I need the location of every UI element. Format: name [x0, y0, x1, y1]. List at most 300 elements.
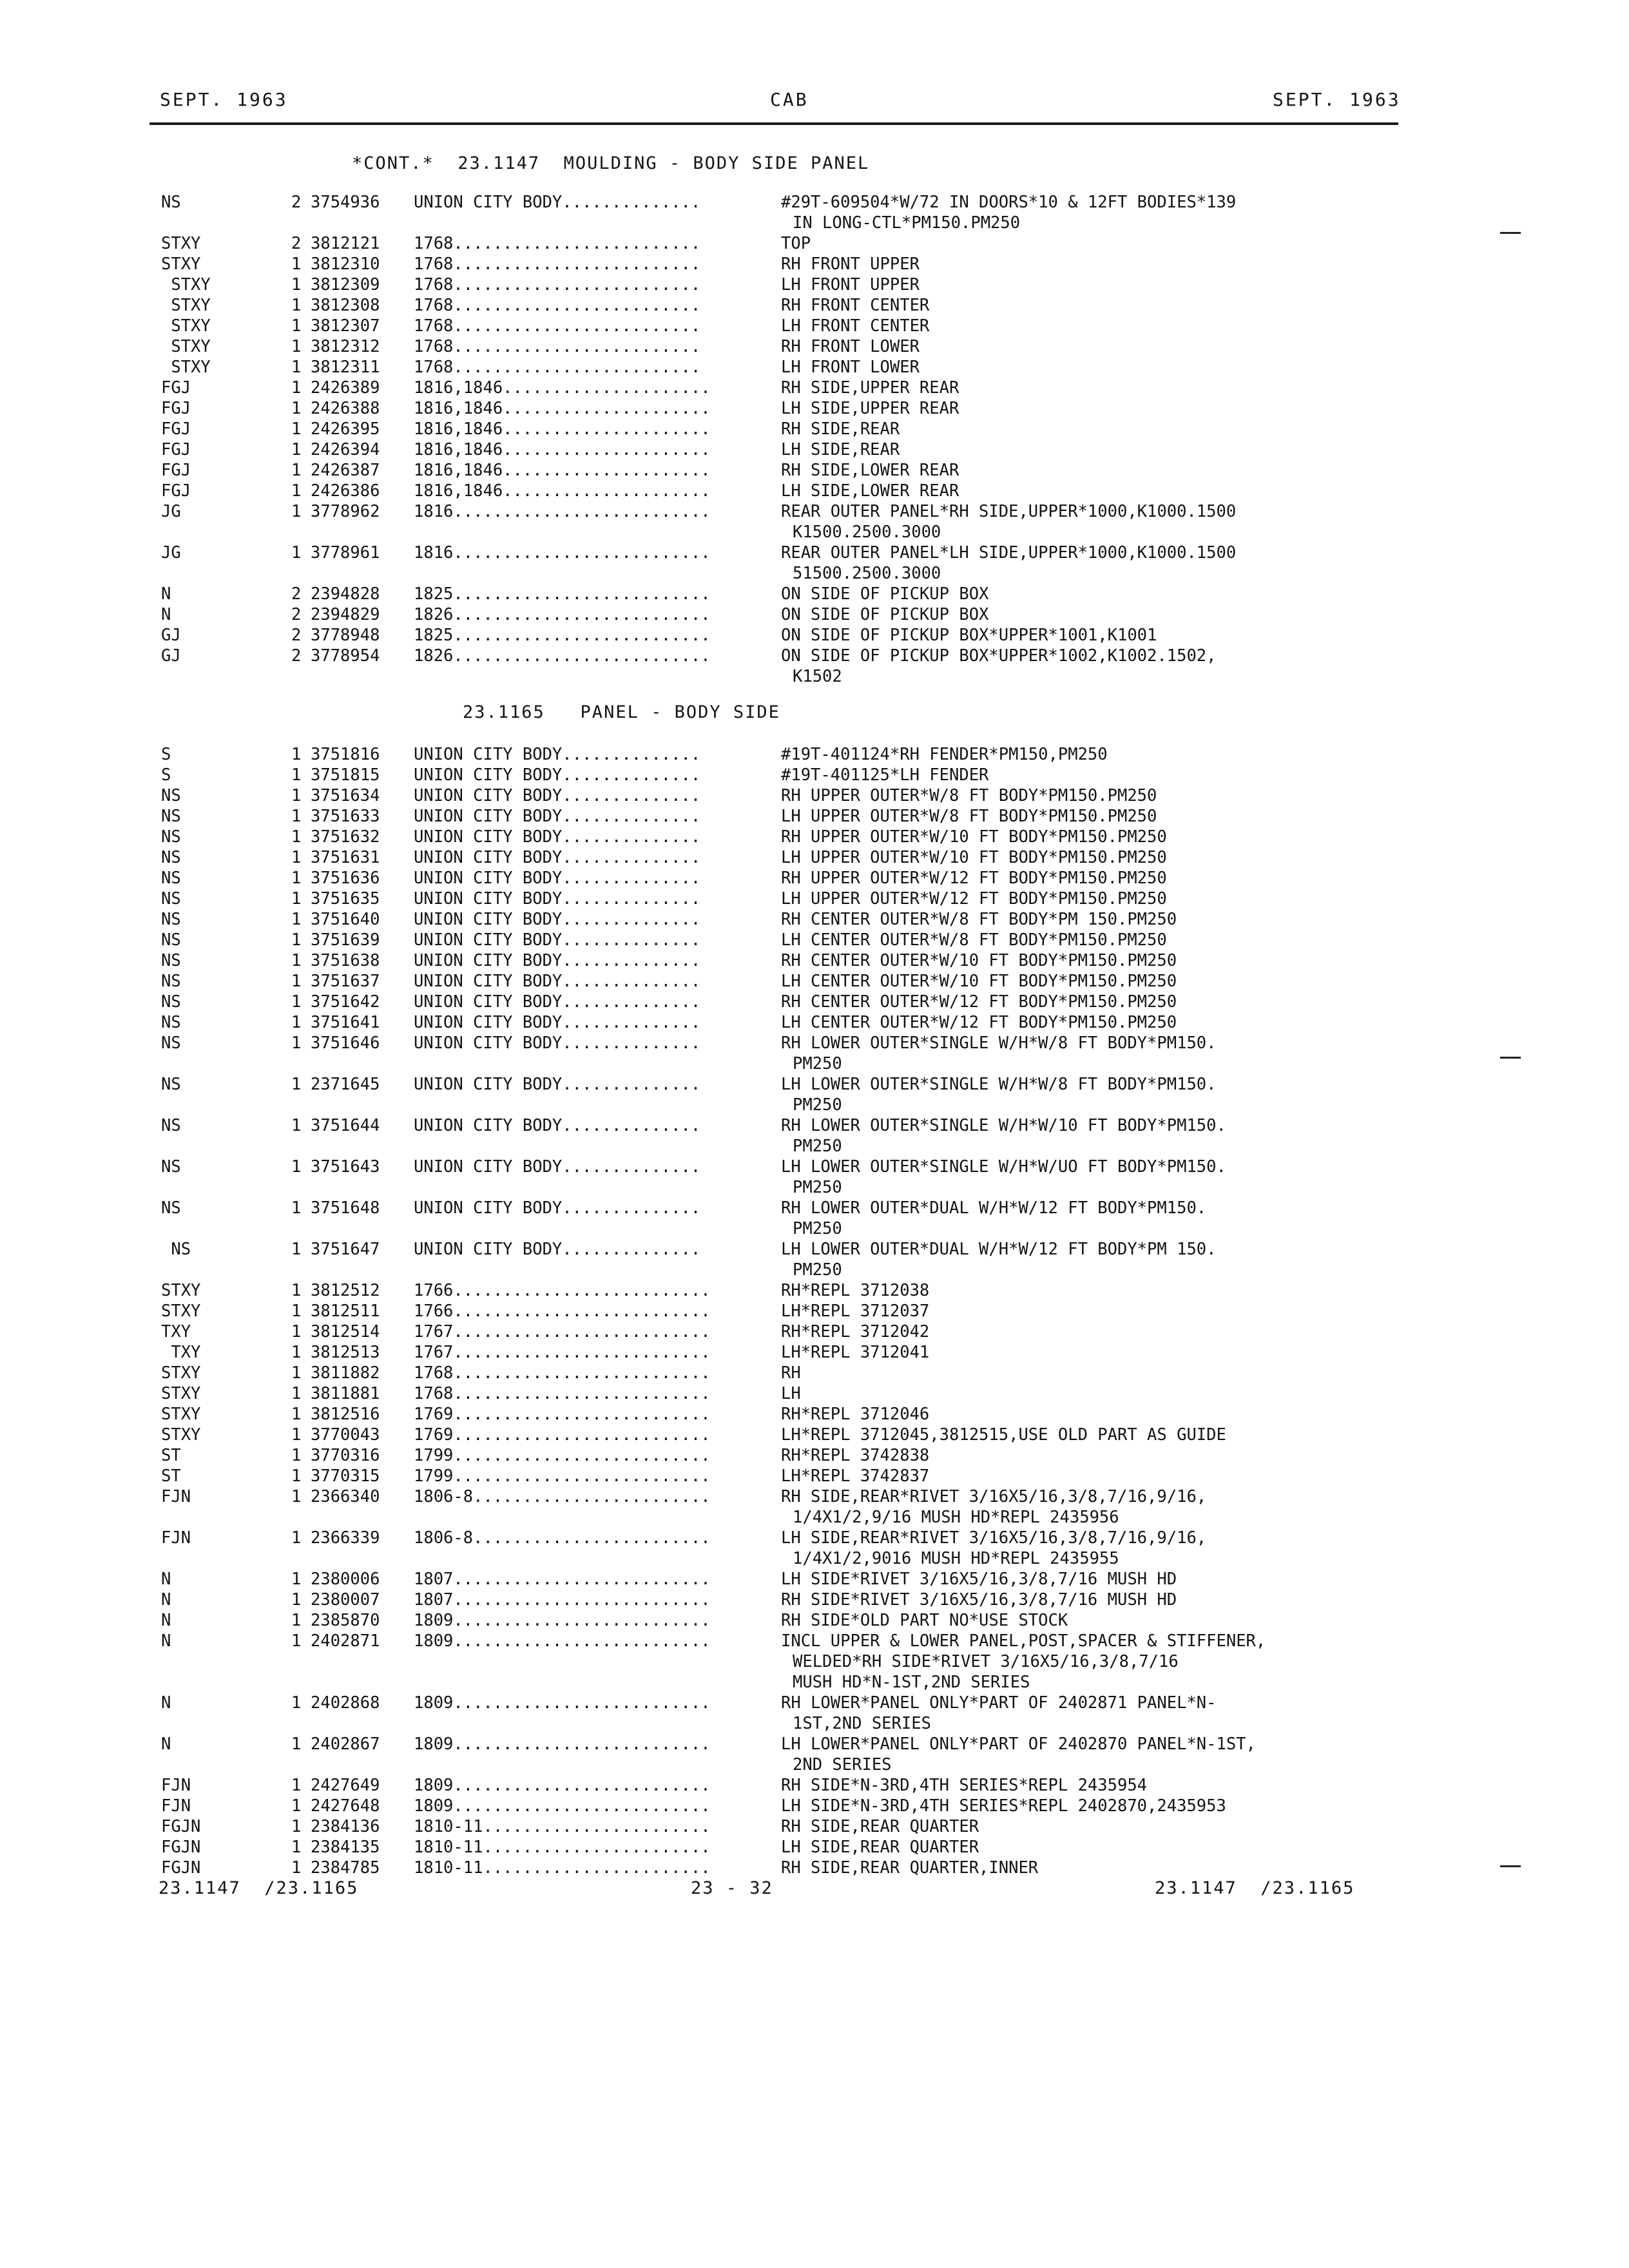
- part-source: UNION CITY BODY..............: [414, 745, 701, 764]
- part-number: 3812514: [311, 1322, 380, 1341]
- part-code: STXY: [161, 358, 211, 377]
- part-code: ST: [161, 1466, 181, 1486]
- part-quantity: 1: [291, 786, 302, 805]
- part-description: LH SIDE,REAR QUARTER: [781, 1838, 979, 1857]
- parts-row: [0, 1528, 1629, 1548]
- part-source: UNION CITY BODY..............: [414, 869, 701, 888]
- part-description-continued: 1/4X1/2,9016 MUSH HD*REPL 2435955: [793, 1549, 1119, 1568]
- parts-row-continuation: [0, 1260, 1629, 1280]
- header-section-title: CAB: [770, 89, 809, 110]
- parts-row: [0, 460, 1629, 481]
- part-code: FGJN: [161, 1858, 201, 1878]
- part-quantity: 1: [291, 1033, 302, 1053]
- part-source: 1768.........................: [414, 316, 701, 336]
- part-number: 2371645: [311, 1075, 380, 1094]
- part-code: NS: [161, 1013, 181, 1032]
- parts-row: [0, 439, 1629, 460]
- part-quantity: 1: [291, 337, 302, 356]
- parts-row-continuation: [0, 1754, 1629, 1775]
- part-code: STXY: [161, 275, 211, 294]
- parts-row: [0, 233, 1629, 254]
- part-description-continued: K1502: [793, 667, 842, 686]
- part-quantity: 1: [291, 316, 302, 336]
- part-description: RH UPPER OUTER*W/8 FT BODY*PM150.PM250: [781, 786, 1157, 805]
- part-description: ON SIDE OF PICKUP BOX: [781, 584, 989, 604]
- part-description: RH UPPER OUTER*W/12 FT BODY*PM150.PM250: [781, 869, 1167, 888]
- part-quantity: 1: [291, 1384, 302, 1403]
- part-source: 1768.........................: [414, 234, 701, 253]
- part-quantity: 1: [291, 1487, 302, 1506]
- part-code: FJN: [161, 1776, 191, 1795]
- part-code: FGJN: [161, 1817, 201, 1836]
- part-description: ON SIDE OF PICKUP BOX*UPPER*1001,K1001: [781, 626, 1157, 645]
- part-code: FGJ: [161, 481, 191, 501]
- part-description: LH SIDE,LOWER REAR: [781, 481, 959, 501]
- part-description: LH LOWER*PANEL ONLY*PART OF 2402870 PANEL*N-1ST,: [781, 1735, 1256, 1754]
- part-source: UNION CITY BODY..............: [414, 848, 701, 867]
- parts-row: [0, 1033, 1629, 1053]
- part-code: N: [161, 1590, 171, 1610]
- part-description: ON SIDE OF PICKUP BOX*UPPER*1002,K1002.1502,: [781, 646, 1217, 666]
- part-description: LH SIDE,REAR*RIVET 3/16X5/16,3/8,7/16,9/16,: [781, 1528, 1207, 1548]
- part-code: STXY: [161, 1302, 201, 1321]
- part-code: STXY: [161, 296, 211, 315]
- part-number: 3770043: [311, 1425, 380, 1445]
- parts-row: [0, 1198, 1629, 1218]
- part-description: INCL UPPER & LOWER PANEL,POST,SPACER & STIFFENER,: [781, 1631, 1266, 1651]
- part-source: UNION CITY BODY..............: [414, 1075, 701, 1094]
- part-source: 1799..........................: [414, 1446, 711, 1465]
- part-number: 3751646: [311, 1033, 380, 1053]
- part-number: 2394828: [311, 584, 380, 604]
- part-code: NS: [161, 1198, 181, 1218]
- parts-row: [0, 868, 1629, 889]
- part-number: 2394829: [311, 605, 380, 624]
- part-quantity: 1: [291, 765, 302, 785]
- part-code: NS: [161, 1033, 181, 1053]
- parts-row: [0, 1775, 1629, 1796]
- part-quantity: 1: [291, 807, 302, 826]
- parts-row-continuation: [0, 1651, 1629, 1672]
- part-code: S: [161, 745, 171, 764]
- part-quantity: 1: [291, 1446, 302, 1465]
- part-number: 3751631: [311, 848, 380, 867]
- part-quantity: 1: [291, 1322, 302, 1341]
- part-description: LH FRONT CENTER: [781, 316, 930, 336]
- parts-row: [0, 1342, 1629, 1363]
- parts-row: [0, 1796, 1629, 1816]
- part-description: RH LOWER OUTER*SINGLE W/H*W/8 FT BODY*PM150.: [781, 1033, 1217, 1053]
- part-description: ON SIDE OF PICKUP BOX: [781, 605, 989, 624]
- parts-row: [0, 827, 1629, 847]
- part-quantity: 1: [291, 1013, 302, 1032]
- parts-list-moulding: [0, 192, 1629, 687]
- part-source: 1767..........................: [414, 1322, 711, 1341]
- part-description: LH CENTER OUTER*W/10 FT BODY*PM150.PM250: [781, 972, 1177, 991]
- part-description: LH LOWER OUTER*SINGLE W/H*W/8 FT BODY*PM150.: [781, 1075, 1217, 1094]
- part-source: 1807..........................: [414, 1590, 711, 1610]
- header-date-right: SEPT. 1963: [1273, 89, 1401, 110]
- part-description-continued: PM250: [793, 1095, 842, 1115]
- parts-row: [0, 1693, 1629, 1713]
- part-number: 3778962: [311, 502, 380, 521]
- part-source: 1816..........................: [414, 543, 711, 562]
- part-number: 3751636: [311, 869, 380, 888]
- parts-row: [0, 1239, 1629, 1260]
- part-source: 1766..........................: [414, 1302, 711, 1321]
- part-code: STXY: [161, 1405, 201, 1424]
- parts-row-continuation: [0, 522, 1629, 543]
- part-description: LH CENTER OUTER*W/8 FT BODY*PM150.PM250: [781, 930, 1167, 950]
- part-number: 3751648: [311, 1198, 380, 1218]
- part-source: 1769..........................: [414, 1405, 711, 1424]
- part-source: UNION CITY BODY..............: [414, 1240, 701, 1259]
- parts-row: [0, 295, 1629, 316]
- part-description: LH FRONT LOWER: [781, 358, 920, 377]
- part-description: RH UPPER OUTER*W/10 FT BODY*PM150.PM250: [781, 827, 1167, 847]
- part-quantity: 1: [291, 358, 302, 377]
- part-description: LH*REPL 3742837: [781, 1466, 930, 1486]
- parts-row: [0, 1074, 1629, 1095]
- part-description: RH CENTER OUTER*W/8 FT BODY*PM 150.PM250: [781, 910, 1177, 929]
- part-code: GJ: [161, 626, 181, 645]
- part-source: 1809..........................: [414, 1776, 711, 1795]
- part-quantity: 1: [291, 889, 302, 908]
- part-description: RH SIDE,REAR QUARTER,INNER: [781, 1858, 1039, 1878]
- part-quantity: 2: [291, 605, 302, 624]
- part-code: NS: [161, 193, 181, 212]
- parts-row-continuation: [0, 666, 1629, 687]
- part-number: 2426395: [311, 419, 380, 439]
- part-number: 3751641: [311, 1013, 380, 1032]
- part-description-continued: PM250: [793, 1260, 842, 1280]
- parts-row: [0, 1486, 1629, 1507]
- section-heading-panel: 23.1165 PANEL - BODY SIDE: [463, 702, 780, 722]
- part-source: 1816,1846.....................: [414, 419, 711, 439]
- header-date-left: SEPT. 1963: [160, 89, 288, 110]
- part-number: 3812311: [311, 358, 380, 377]
- part-description-continued: PM250: [793, 1054, 842, 1073]
- part-number: 3812309: [311, 275, 380, 294]
- part-number: 3812121: [311, 234, 380, 253]
- part-number: 3754936: [311, 193, 380, 212]
- part-code: S: [161, 765, 171, 785]
- part-source: 1768.........................: [414, 275, 701, 294]
- part-description-continued: K1500.2500.3000: [793, 523, 941, 542]
- part-description-continued: MUSH HD*N-1ST,2ND SERIES: [793, 1673, 1030, 1692]
- parts-row: [0, 192, 1629, 213]
- part-number: 3812310: [311, 255, 380, 274]
- part-number: 2384135: [311, 1838, 380, 1857]
- part-number: 3751634: [311, 786, 380, 805]
- part-quantity: 1: [291, 1858, 302, 1878]
- part-quantity: 1: [291, 296, 302, 315]
- part-source: 1766..........................: [414, 1281, 711, 1300]
- part-quantity: 2: [291, 646, 302, 666]
- parts-row: [0, 847, 1629, 868]
- part-source: 1799..........................: [414, 1466, 711, 1486]
- part-description: RH FRONT UPPER: [781, 255, 920, 274]
- parts-row-continuation: [0, 1672, 1629, 1693]
- part-quantity: 2: [291, 234, 302, 253]
- parts-row: [0, 1734, 1629, 1754]
- part-number: 2366340: [311, 1487, 380, 1506]
- part-description: RH SIDE,UPPER REAR: [781, 378, 959, 398]
- part-quantity: 1: [291, 1075, 302, 1094]
- part-source: UNION CITY BODY..............: [414, 930, 701, 950]
- part-number: 3751815: [311, 765, 380, 785]
- part-source: UNION CITY BODY..............: [414, 765, 701, 785]
- parts-row: [0, 378, 1629, 398]
- part-quantity: 1: [291, 543, 302, 562]
- parts-row: [0, 316, 1629, 336]
- part-quantity: 1: [291, 1796, 302, 1816]
- part-code: N: [161, 1631, 171, 1651]
- part-source: 1768.........................: [414, 296, 701, 315]
- part-code: NS: [161, 786, 181, 805]
- part-number: 2366339: [311, 1528, 380, 1548]
- part-quantity: 1: [291, 1631, 302, 1651]
- part-code: FGJN: [161, 1838, 201, 1857]
- part-number: 3812511: [311, 1302, 380, 1321]
- part-source: 1768.........................: [414, 337, 701, 356]
- part-code: FGJ: [161, 399, 191, 418]
- part-code: STXY: [161, 1425, 201, 1445]
- part-description: LH: [781, 1384, 801, 1403]
- part-source: UNION CITY BODY..............: [414, 1116, 701, 1135]
- part-quantity: 1: [291, 827, 302, 847]
- part-source: UNION CITY BODY..............: [414, 1013, 701, 1032]
- part-quantity: 1: [291, 440, 302, 459]
- part-description: RH FRONT CENTER: [781, 296, 930, 315]
- parts-row: [0, 604, 1629, 625]
- parts-row-continuation: [0, 1218, 1629, 1239]
- part-source: UNION CITY BODY..............: [414, 827, 701, 847]
- part-number: 2426388: [311, 399, 380, 418]
- part-number: 3812513: [311, 1343, 380, 1362]
- part-number: 2427648: [311, 1796, 380, 1816]
- part-quantity: 1: [291, 1198, 302, 1218]
- part-quantity: 1: [291, 1693, 302, 1713]
- part-quantity: 1: [291, 1735, 302, 1754]
- part-number: 3770316: [311, 1446, 380, 1465]
- part-number: 3751640: [311, 910, 380, 929]
- part-quantity: 1: [291, 378, 302, 398]
- part-quantity: 1: [291, 461, 302, 480]
- part-description: LH SIDE,REAR: [781, 440, 900, 459]
- part-source: UNION CITY BODY..............: [414, 972, 701, 991]
- part-description: #29T-609504*W/72 IN DOORS*10 & 12FT BODIES*139: [781, 193, 1237, 212]
- part-description: #19T-401125*LH FENDER: [781, 765, 989, 785]
- part-source: 1809..........................: [414, 1611, 711, 1630]
- part-description: RH CENTER OUTER*W/10 FT BODY*PM150.PM250: [781, 951, 1177, 970]
- parts-row: [0, 357, 1629, 378]
- parts-row: [0, 1115, 1629, 1136]
- part-description-continued: 1ST,2ND SERIES: [793, 1714, 931, 1733]
- part-source: 1806-8........................: [414, 1487, 711, 1506]
- parts-row: [0, 889, 1629, 909]
- part-number: 2426394: [311, 440, 380, 459]
- part-number: 3811881: [311, 1384, 380, 1403]
- part-source: 1768.........................: [414, 255, 701, 274]
- part-description: RH SIDE,REAR*RIVET 3/16X5/16,3/8,7/16,9/16,: [781, 1487, 1207, 1506]
- part-description-continued: IN LONG-CTL*PM150.PM250: [793, 213, 1021, 233]
- parts-row: [0, 992, 1629, 1012]
- part-source: UNION CITY BODY..............: [414, 1198, 701, 1218]
- part-description-continued: PM250: [793, 1137, 842, 1156]
- parts-row: [0, 254, 1629, 274]
- part-description: RH*REPL 3712038: [781, 1281, 930, 1300]
- part-quantity: 1: [291, 869, 302, 888]
- part-code: NS: [161, 910, 181, 929]
- part-source: 1768..........................: [414, 1384, 711, 1403]
- part-number: 3811882: [311, 1363, 380, 1383]
- part-number: 3751639: [311, 930, 380, 950]
- part-description: REAR OUTER PANEL*LH SIDE,UPPER*1000,K1000.1500: [781, 543, 1237, 562]
- parts-list-panel: [0, 744, 1629, 1878]
- part-source: UNION CITY BODY..............: [414, 992, 701, 1012]
- part-code: TXY: [161, 1343, 201, 1362]
- part-code: FGJ: [161, 440, 191, 459]
- part-quantity: 1: [291, 1817, 302, 1836]
- part-number: 2427649: [311, 1776, 380, 1795]
- part-number: 2426386: [311, 481, 380, 501]
- part-description: RH*REPL 3712046: [781, 1405, 930, 1424]
- parts-row-continuation: [0, 213, 1629, 233]
- part-number: 3812308: [311, 296, 380, 315]
- part-code: NS: [161, 972, 181, 991]
- part-number: 3778961: [311, 543, 380, 562]
- part-source: 1769..........................: [414, 1425, 711, 1445]
- parts-row: [0, 501, 1629, 522]
- part-quantity: 1: [291, 1838, 302, 1857]
- parts-row: [0, 1631, 1629, 1651]
- part-source: UNION CITY BODY..............: [414, 807, 701, 826]
- part-description: RH LOWER*PANEL ONLY*PART OF 2402871 PANEL*N-: [781, 1693, 1217, 1713]
- part-code: GJ: [161, 646, 181, 666]
- part-quantity: 1: [291, 1302, 302, 1321]
- part-quantity: 1: [291, 930, 302, 950]
- parts-row: [0, 1321, 1629, 1342]
- part-quantity: 2: [291, 584, 302, 604]
- parts-row: [0, 1837, 1629, 1858]
- part-code: NS: [161, 848, 181, 867]
- part-description-continued: WELDED*RH SIDE*RIVET 3/16X5/16,3/8,7/16: [793, 1652, 1179, 1671]
- part-source: 1809..........................: [414, 1735, 711, 1754]
- part-description-continued: PM250: [793, 1178, 842, 1197]
- part-source: 1816,1846.....................: [414, 378, 711, 398]
- part-source: 1806-8........................: [414, 1528, 711, 1548]
- part-source: UNION CITY BODY..............: [414, 889, 701, 908]
- part-description: TOP: [781, 234, 811, 253]
- part-code: NS: [161, 807, 181, 826]
- part-source: 1809..........................: [414, 1693, 711, 1713]
- part-number: 3751644: [311, 1116, 380, 1135]
- part-number: 3751632: [311, 827, 380, 847]
- part-quantity: 1: [291, 951, 302, 970]
- part-quantity: 1: [291, 1528, 302, 1548]
- part-description: RH SIDE,REAR: [781, 419, 900, 439]
- parts-row-continuation: [0, 1713, 1629, 1734]
- parts-row: [0, 909, 1629, 930]
- part-description: LH SIDE,UPPER REAR: [781, 399, 959, 418]
- part-quantity: 1: [291, 972, 302, 991]
- part-description: LH*REPL 3712045,3812515,USE OLD PART AS GUIDE: [781, 1425, 1226, 1445]
- part-source: 1768..........................: [414, 1363, 711, 1383]
- part-quantity: 1: [291, 1466, 302, 1486]
- part-number: 2426387: [311, 461, 380, 480]
- part-quantity: 1: [291, 1611, 302, 1630]
- part-number: 3751635: [311, 889, 380, 908]
- part-quantity: 1: [291, 1343, 302, 1362]
- parts-row: [0, 1816, 1629, 1837]
- parts-row-continuation: [0, 1136, 1629, 1157]
- part-description: RH: [781, 1363, 801, 1383]
- margin-mark: [1500, 1057, 1521, 1059]
- part-source: UNION CITY BODY..............: [414, 910, 701, 929]
- part-quantity: 1: [291, 419, 302, 439]
- part-description: RH*REPL 3712042: [781, 1322, 930, 1341]
- parts-row-continuation: [0, 1095, 1629, 1115]
- part-source: 1816,1846.....................: [414, 399, 711, 418]
- parts-row-continuation: [0, 1177, 1629, 1198]
- part-description: LH SIDE*N-3RD,4TH SERIES*REPL 2402870,2435953: [781, 1796, 1226, 1816]
- part-code: FGJ: [161, 419, 191, 439]
- part-code: NS: [161, 1116, 181, 1135]
- part-number: 3778954: [311, 646, 380, 666]
- part-quantity: 1: [291, 502, 302, 521]
- part-quantity: 1: [291, 1363, 302, 1383]
- parts-row: [0, 584, 1629, 604]
- parts-row-continuation: [0, 1548, 1629, 1569]
- part-number: 3751633: [311, 807, 380, 826]
- part-description: RH SIDE,LOWER REAR: [781, 461, 959, 480]
- part-code: STXY: [161, 1281, 201, 1300]
- part-source: 1816,1846.....................: [414, 440, 711, 459]
- part-code: FJN: [161, 1796, 191, 1816]
- part-code: STXY: [161, 1384, 201, 1403]
- part-quantity: 2: [291, 626, 302, 645]
- parts-row: [0, 336, 1629, 357]
- part-source: 1825..........................: [414, 626, 711, 645]
- part-number: 3751637: [311, 972, 380, 991]
- parts-row: [0, 625, 1629, 646]
- parts-row: [0, 806, 1629, 827]
- part-code: NS: [161, 889, 181, 908]
- part-number: 2384136: [311, 1817, 380, 1836]
- part-source: 1807..........................: [414, 1570, 711, 1589]
- part-source: UNION CITY BODY..............: [414, 786, 701, 805]
- part-number: 2380006: [311, 1570, 380, 1589]
- part-code: NS: [161, 1157, 181, 1177]
- part-quantity: 2: [291, 193, 302, 212]
- part-code: NS: [161, 869, 181, 888]
- part-description: RH CENTER OUTER*W/12 FT BODY*PM150.PM250: [781, 992, 1177, 1012]
- part-quantity: 1: [291, 1405, 302, 1424]
- part-description: LH UPPER OUTER*W/8 FT BODY*PM150.PM250: [781, 807, 1157, 826]
- part-source: UNION CITY BODY..............: [414, 951, 701, 970]
- margin-mark: [1500, 1865, 1521, 1867]
- part-number: 2402867: [311, 1735, 380, 1754]
- part-quantity: 1: [291, 1590, 302, 1610]
- part-code: NS: [161, 951, 181, 970]
- part-description: RH*REPL 3742838: [781, 1446, 930, 1465]
- header-rule: [149, 122, 1398, 125]
- part-description: RH FRONT LOWER: [781, 337, 920, 356]
- parts-row: [0, 481, 1629, 501]
- part-code: FGJ: [161, 378, 191, 398]
- part-description: LH UPPER OUTER*W/10 FT BODY*PM150.PM250: [781, 848, 1167, 867]
